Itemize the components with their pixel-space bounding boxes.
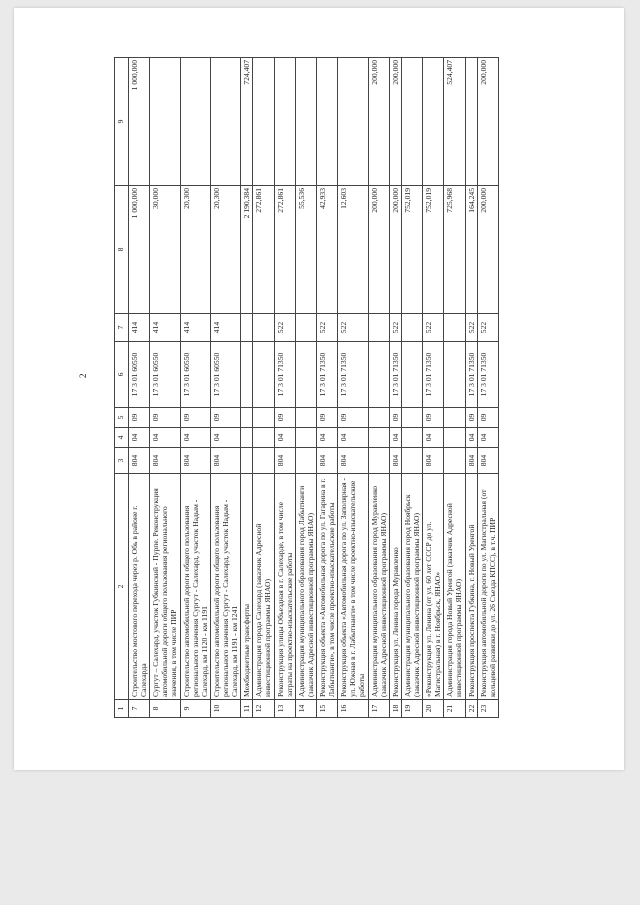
code-cell: 17 3 01 60550 [180, 342, 210, 408]
row-number-cell: 13 [274, 700, 295, 718]
code-cell: 17 3 01 71350 [477, 342, 498, 408]
code-cell: 09 [338, 408, 368, 428]
code-cell: 804 [274, 448, 295, 474]
row-name-cell: Реконструкция ул. Ленина города Муравленко [389, 474, 401, 700]
code-cell: 04 [316, 428, 337, 448]
row-name-cell: Строительство автомобильной дороги общего пользования регионального значения Сургут - Салехард, участок Надым - Салехард, км 1191 - км 1241 [210, 474, 240, 700]
row-number-cell: 7 [129, 700, 150, 718]
row-name-cell: Сургут – Салехард, участок Губкинский - Пурпе. Реконструкция автомобильной дороги общего пользования регионального значения, в том числе ПИР [150, 474, 180, 700]
code-cell: 04 [338, 428, 368, 448]
amount-cell: 1 000,000 [129, 58, 150, 186]
code-cell: 804 [477, 448, 498, 474]
amount-cell [253, 58, 274, 186]
code-cell: 522 [477, 314, 498, 342]
code-cell [241, 448, 253, 474]
amount-cell: 752,019 [423, 186, 444, 314]
header-cell: 2 [115, 474, 129, 700]
amount-cell [316, 58, 337, 186]
code-cell: 09 [477, 408, 498, 428]
code-cell: 04 [423, 428, 444, 448]
code-cell [368, 314, 389, 342]
code-cell: 804 [465, 448, 477, 474]
amount-cell: 752,019 [401, 186, 422, 314]
amount-cell: 164,245 [465, 186, 477, 314]
code-cell: 522 [389, 314, 401, 342]
amount-cell: 2 190,384 [241, 186, 253, 314]
code-cell [368, 408, 389, 428]
table-row [465, 58, 477, 718]
code-cell [253, 428, 274, 448]
row-number-cell: 23 [477, 700, 498, 718]
amount-cell: 20,300 [180, 186, 210, 314]
code-cell: 04 [274, 428, 295, 448]
row-number-cell: 15 [316, 700, 337, 718]
row-number-cell: 8 [150, 700, 180, 718]
amount-cell: 200,000 [389, 186, 401, 314]
code-cell [401, 448, 422, 474]
code-cell: 414 [150, 314, 180, 342]
row-name-cell: «Реконструкция ул. Ленина (от ул. 60 лет СССР до ул. Магистральная) в г. Ноябрьск, ЯНАО» [423, 474, 444, 700]
row-number-cell: 10 [210, 700, 240, 718]
code-cell: 04 [210, 428, 240, 448]
code-cell: 04 [465, 428, 477, 448]
row-number-cell: 21 [444, 700, 465, 718]
code-cell [401, 408, 422, 428]
table-row [253, 58, 274, 718]
code-cell [241, 408, 253, 428]
row-number-cell: 9 [180, 700, 210, 718]
budget-table [114, 57, 499, 718]
code-cell: 09 [465, 408, 477, 428]
table-row [477, 58, 498, 718]
table-row [150, 58, 180, 718]
code-cell: 804 [210, 448, 240, 474]
amount-cell: 200,000 [368, 58, 389, 186]
table-row [338, 58, 368, 718]
code-cell [295, 428, 316, 448]
table-row [368, 58, 389, 718]
amount-cell: 725,968 [444, 186, 465, 314]
amount-cell [423, 58, 444, 186]
amount-cell: 42,933 [316, 186, 337, 314]
row-name-cell: Реконструкция улицы Объездная в г. Салехарде, в том числе затраты на проектно-изыскательские работы [274, 474, 295, 700]
code-cell: 414 [180, 314, 210, 342]
row-number-cell: 12 [253, 700, 274, 718]
row-name-cell: Администрация города Салехард (заказчик Адресной инвестиционной программы ЯНАО) [253, 474, 274, 700]
header-cell: 3 [115, 448, 129, 474]
row-name-cell: Межбюджетные трансферты [241, 474, 253, 700]
row-number-cell: 11 [241, 700, 253, 718]
code-cell: 804 [338, 448, 368, 474]
row-name-cell: Администрация муниципального образования город Муравленко (заказчик Адресной инвестиционной программы ЯНАО) [368, 474, 389, 700]
row-name-cell: Администрация муниципального образования город Лабытнанги (заказчик Адресной инвестиционной программы ЯНАО) [295, 474, 316, 700]
amount-cell: 55,536 [295, 186, 316, 314]
code-cell: 804 [423, 448, 444, 474]
code-cell: 804 [180, 448, 210, 474]
code-cell [295, 448, 316, 474]
code-cell: 17 3 01 60550 [129, 342, 150, 408]
row-name-cell: Реконструкция объекта «Автомобильная дорога по ул. Гагарина в г. Лабытнанги», в том числе проектно-изыскательские работы [316, 474, 337, 700]
code-cell [241, 428, 253, 448]
code-cell: 522 [316, 314, 337, 342]
amount-cell: 200,000 [477, 186, 498, 314]
code-cell: 09 [210, 408, 240, 428]
amount-cell: 724,407 [241, 58, 253, 186]
code-cell: 09 [389, 408, 401, 428]
amount-cell: 200,000 [368, 186, 389, 314]
amount-cell: 200,000 [389, 58, 401, 186]
row-number-cell: 22 [465, 700, 477, 718]
amount-cell: 272,861 [253, 186, 274, 314]
code-cell: 522 [274, 314, 295, 342]
row-number-cell: 14 [295, 700, 316, 718]
table-row [316, 58, 337, 718]
code-cell [444, 428, 465, 448]
code-cell: 17 3 01 71350 [423, 342, 444, 408]
header-cell: 4 [115, 428, 129, 448]
amount-cell [274, 58, 295, 186]
table-row [274, 58, 295, 718]
code-cell [295, 408, 316, 428]
code-cell [253, 448, 274, 474]
document-page [14, 8, 624, 770]
table-row [241, 58, 253, 718]
amount-cell [465, 58, 477, 186]
code-cell: 414 [129, 314, 150, 342]
rotated-table-wrapper [114, 58, 640, 718]
code-cell: 09 [274, 408, 295, 428]
code-cell [295, 314, 316, 342]
header-cell: 7 [115, 314, 129, 342]
amount-cell: 524,407 [444, 58, 465, 186]
table-row [389, 58, 401, 718]
page-number: 2 [78, 373, 88, 378]
code-cell [401, 314, 422, 342]
row-number-cell: 18 [389, 700, 401, 718]
table-row [444, 58, 465, 718]
code-cell [295, 342, 316, 408]
code-cell [241, 314, 253, 342]
row-name-cell: Реконструкция автомобильной дороги по ул. Магистральная (от кольцевой развязки до ул. 26 Съезда КПСС), в т.ч. ПИР [477, 474, 498, 700]
code-cell [401, 428, 422, 448]
code-cell: 17 3 01 71350 [274, 342, 295, 408]
code-cell [444, 342, 465, 408]
code-cell: 522 [465, 314, 477, 342]
table-row [295, 58, 316, 718]
code-cell: 17 3 01 71350 [465, 342, 477, 408]
code-cell: 17 3 01 60550 [210, 342, 240, 408]
header-cell: 5 [115, 408, 129, 428]
header-cell: 9 [115, 58, 129, 186]
header-cell: 1 [115, 700, 129, 718]
code-cell: 804 [389, 448, 401, 474]
table-row [180, 58, 210, 718]
code-cell: 04 [150, 428, 180, 448]
code-cell [401, 342, 422, 408]
code-cell [368, 448, 389, 474]
code-cell: 09 [180, 408, 210, 428]
amount-cell: 200,000 [477, 58, 498, 186]
table-row [423, 58, 444, 718]
code-cell: 522 [423, 314, 444, 342]
row-number-cell: 20 [423, 700, 444, 718]
row-number-cell: 19 [401, 700, 422, 718]
code-cell: 17 3 01 71350 [316, 342, 337, 408]
table-row [210, 58, 240, 718]
row-name-cell: Реконструкция проспекта Губкина, г. Новый Уренгой [465, 474, 477, 700]
header-cell: 8 [115, 186, 129, 314]
amount-cell [180, 58, 210, 186]
code-cell [368, 428, 389, 448]
code-cell: 804 [150, 448, 180, 474]
code-cell [444, 408, 465, 428]
code-cell: 09 [129, 408, 150, 428]
code-cell [253, 314, 274, 342]
code-cell [253, 408, 274, 428]
code-cell [444, 314, 465, 342]
amount-cell: 12,603 [338, 186, 368, 314]
table-row [401, 58, 422, 718]
amount-cell [401, 58, 422, 186]
table-row [129, 58, 150, 718]
amount-cell: 1 000,000 [129, 186, 150, 314]
code-cell: 17 3 01 60550 [150, 342, 180, 408]
code-cell: 414 [210, 314, 240, 342]
row-number-cell: 17 [368, 700, 389, 718]
code-cell: 522 [338, 314, 368, 342]
table-header-row [115, 58, 129, 718]
code-cell: 04 [477, 428, 498, 448]
header-cell: 6 [115, 342, 129, 408]
code-cell: 804 [129, 448, 150, 474]
code-cell: 17 3 01 71350 [338, 342, 368, 408]
code-cell [241, 342, 253, 408]
amount-cell [210, 58, 240, 186]
code-cell: 804 [316, 448, 337, 474]
row-number-cell: 16 [338, 700, 368, 718]
row-name-cell: Строительство мостового перехода через р. Обь в районе г. Салехарда [129, 474, 150, 700]
row-name-cell: Реконструкция объекта «Автомобильная дорога по ул. Заполярная - ул. Южная в г. Лабытнанги» в том числе проектно-изыскательские работы [338, 474, 368, 700]
row-name-cell: Администрация города Новый Уренгой (заказчик Адресной инвестиционной программы ЯНАО) [444, 474, 465, 700]
code-cell: 17 3 01 71350 [389, 342, 401, 408]
row-name-cell: Строительство автомобильной дороги общего пользования регионального значения Сургут - Салехард, участок Надым - Салехард, км 1120 - км 1191 [180, 474, 210, 700]
code-cell: 04 [180, 428, 210, 448]
amount-cell: 272,861 [274, 186, 295, 314]
code-cell: 09 [316, 408, 337, 428]
amount-cell [150, 58, 180, 186]
code-cell: 04 [129, 428, 150, 448]
code-cell [444, 448, 465, 474]
amount-cell: 20,300 [210, 186, 240, 314]
row-name-cell: Администрация муниципального образования город Ноябрьск (заказчик Адресной инвестиционной программы ЯНАО) [401, 474, 422, 700]
code-cell [368, 342, 389, 408]
code-cell: 09 [150, 408, 180, 428]
code-cell [253, 342, 274, 408]
code-cell: 09 [423, 408, 444, 428]
amount-cell [295, 58, 316, 186]
amount-cell: 30,000 [150, 186, 180, 314]
code-cell: 04 [389, 428, 401, 448]
amount-cell [338, 58, 368, 186]
